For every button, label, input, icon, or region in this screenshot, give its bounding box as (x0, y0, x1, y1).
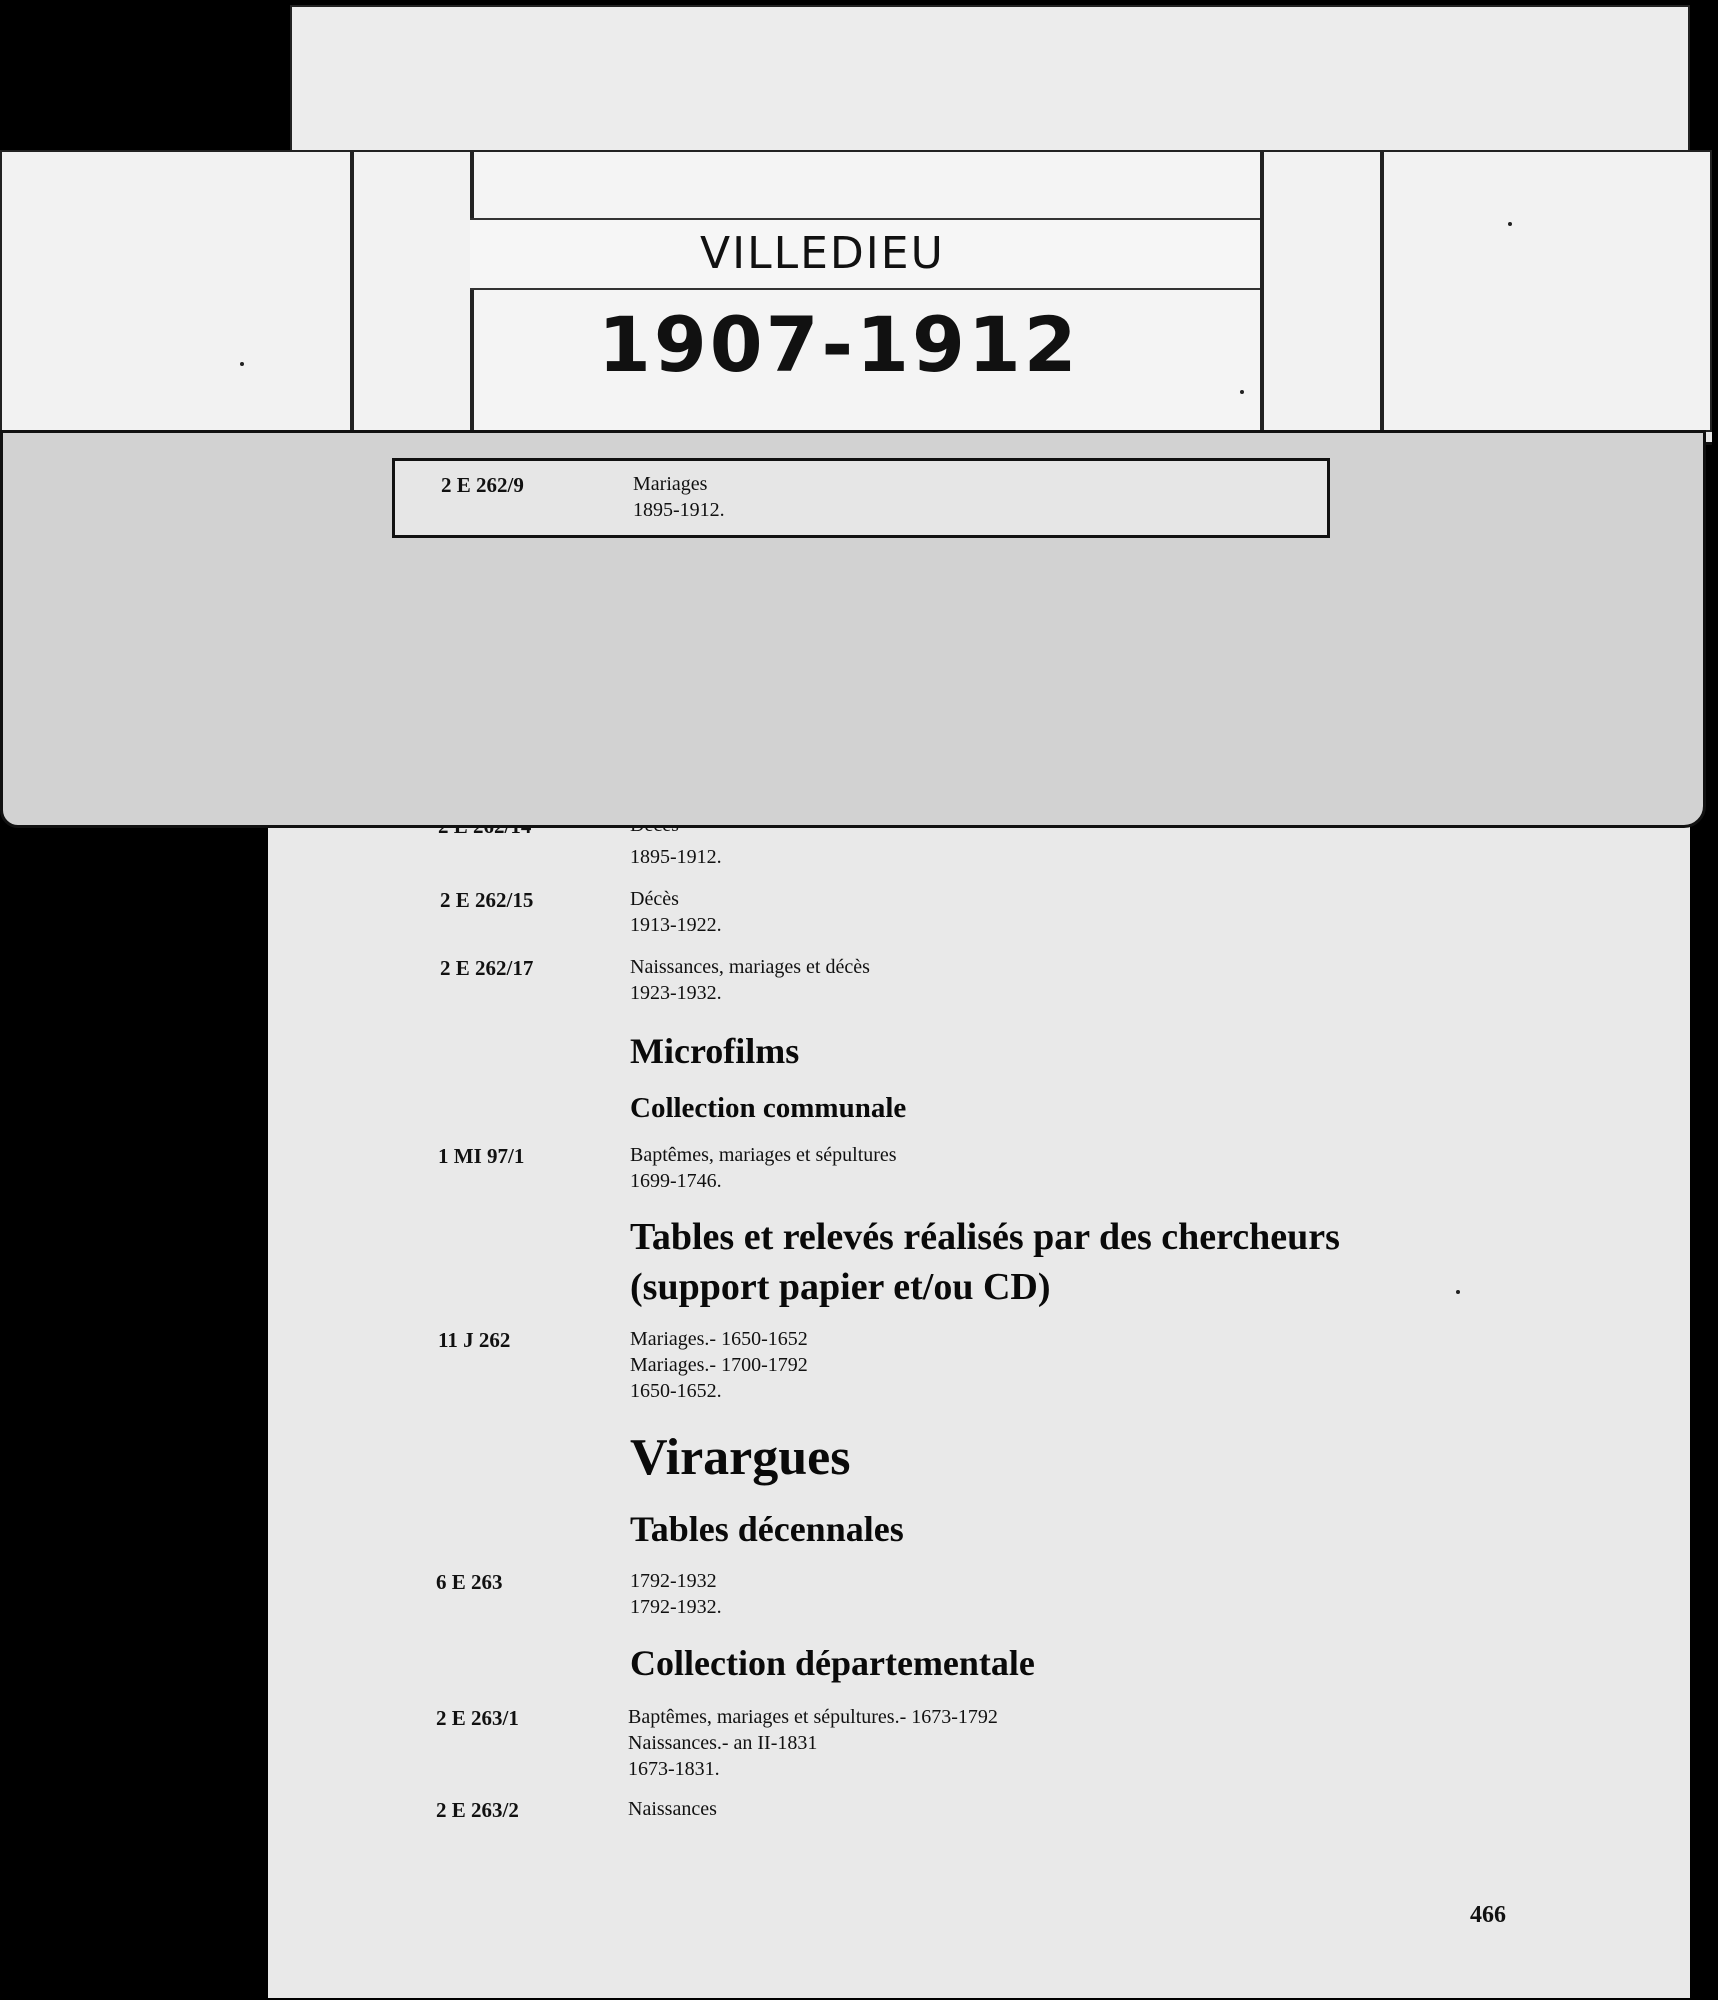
entry-dates: 1895-1912. (633, 499, 725, 521)
entry-line: Naissances.- an II-1831 (628, 1732, 818, 1754)
band-flap-left (0, 150, 352, 432)
section-heading: Tables et relevés réalisés par des chercheurs (630, 1216, 1340, 1258)
cover-entry-box (392, 458, 1330, 538)
entry-line: Baptêmes, mariages et sépultures.- 1673-1792 (628, 1706, 998, 1728)
section-heading: Collection départementale (630, 1643, 1035, 1683)
entry-code: 2 E 263/1 (436, 1706, 519, 1730)
entry-dates: 1650-1652. (630, 1380, 722, 1402)
band-flap-right (1382, 150, 1712, 432)
band-clip-right (1262, 150, 1382, 432)
entry-code: 2 E 262/15 (440, 888, 534, 912)
label-place: VILLEDIEU (700, 228, 945, 279)
section-heading: Tables décennales (630, 1509, 904, 1549)
commune-heading: Virargues (630, 1429, 851, 1486)
entry-dates: 1699-1746. (630, 1170, 722, 1192)
band-clip-left (352, 150, 472, 432)
speck (1456, 1290, 1460, 1294)
entry-title: Naissances, mariages et décès (630, 956, 870, 978)
label-years: 1907-1912 (598, 300, 1080, 389)
entry-title: Naissances (628, 1798, 717, 1820)
entry-code: 2 E 262/17 (440, 956, 534, 980)
entry-title: Décès (630, 888, 679, 910)
section-heading: Microfilms (630, 1031, 800, 1071)
entry-title: 1792-1932 (630, 1570, 717, 1592)
section-heading: (support papier et/ou CD) (630, 1266, 1051, 1308)
register-page (268, 820, 1690, 1998)
entry-title: Mariages (633, 473, 708, 495)
entry-line: Mariages.- 1700-1792 (630, 1354, 808, 1376)
entry-code: 11 J 262 (438, 1328, 511, 1352)
entry-dates: 1923-1932. (630, 982, 722, 1004)
entry-title: Baptêmes, mariages et sépultures (630, 1144, 897, 1166)
label-card (472, 150, 1262, 432)
page-number: 466 (1470, 1902, 1506, 1928)
speck (1240, 390, 1244, 394)
entry-code: 2 E 262/9 (441, 473, 524, 497)
entry-dates: 1792-1932. (630, 1596, 722, 1618)
entry-code: 2 E 263/2 (436, 1798, 519, 1822)
subsection-heading: Collection communale (630, 1092, 907, 1124)
speck (1508, 222, 1512, 226)
entry-dates: 1673-1831. (628, 1758, 720, 1780)
entry-dates: 1895-1912. (630, 846, 722, 868)
speck (240, 362, 244, 366)
entry-line: Mariages.- 1650-1652 (630, 1328, 808, 1350)
entry-dates: 1913-1922. (630, 914, 722, 936)
entry-code: 6 E 263 (436, 1570, 503, 1594)
entry-code: 1 MI 97/1 (438, 1144, 525, 1168)
